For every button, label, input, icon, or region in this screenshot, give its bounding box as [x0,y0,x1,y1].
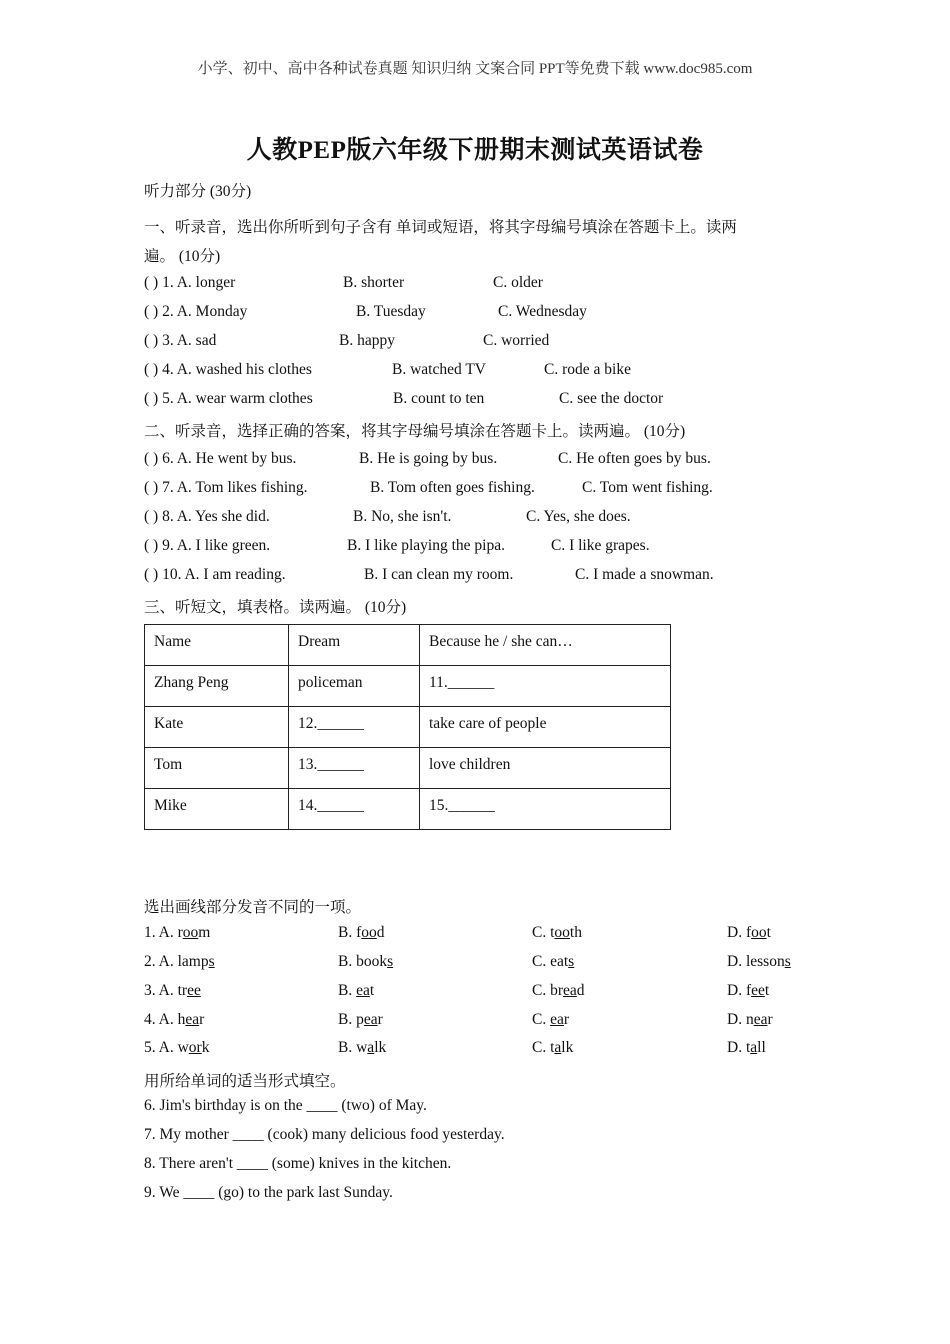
question-option-a: ( ) 10. A. I am reading. [144,566,286,583]
table-cell: Name [145,625,289,666]
phonics-text: t [764,982,770,999]
phonics-underlined: oo [554,924,570,941]
question-option-b: B. Tom often goes fishing. [370,479,535,496]
phonics-text: B. book [338,953,388,970]
phonics-option [338,982,374,1000]
question-option-a: ( ) 3. A. sad [144,332,217,349]
phonics-underlined: ee [751,982,765,999]
page-title: 人教PEP版六年级下册期末测试英语试卷 [246,137,704,164]
question-option-b: B. count to ten [393,390,485,407]
table-cell: Zhang Peng [145,666,289,707]
fill-in-item: 9. We ____ (go) to the park last Sunday. [144,1184,393,1201]
table-cell: policeman [289,666,420,707]
phonics-text: ll [757,1039,766,1056]
phonics-option [532,953,574,971]
phonics-text: D. t [727,1039,751,1056]
phonics-option [144,1011,204,1029]
page-header: 小学、初中、高中各种试卷真题 知识归纳 文案合同 PPT等免费下载 www.doc985.com [197,61,753,77]
phonics-text: 3. A. tr [144,982,188,999]
phonics-option [727,924,771,942]
phonics-text: t [766,924,771,941]
question-option-a: ( ) 7. A. Tom likes fishing. [144,479,308,496]
phonics-text: d [576,982,585,999]
phonics-text: t [369,982,375,999]
question-option-b: B. shorter [343,274,405,291]
phonics-underlined: s [208,953,215,970]
phonics-underlined: s [784,953,791,970]
phonics-option [338,1011,383,1029]
question-option-a: ( ) 6. A. He went by bus. [144,450,297,467]
phonics-underlined: ea [185,1011,200,1028]
phonics-option [727,982,769,1000]
phonics-underlined: s [568,953,575,970]
phonics-text: k [201,1039,210,1056]
phonics-text: B. f [338,924,362,941]
phonics-underlined: oo [751,924,767,941]
table-cell: 15.______ [420,789,671,830]
phonics-text: B. p [338,1011,364,1028]
phonics-text: r [767,1011,773,1028]
phonics-underlined: ea [563,982,577,999]
part1-instruction-cont: 遍。 (10分) [144,248,221,265]
phonics-text: th [569,924,582,941]
phonics-text: r [563,1011,570,1028]
phonics-option [532,1011,569,1029]
question-option-b: B. I can clean my room. [364,566,514,583]
question-option-c: C. He often goes by bus. [558,450,711,467]
phonics-text: m [198,924,211,941]
phonics-option [144,1039,209,1057]
question-option-b: B. He is going by bus. [359,450,498,467]
question-option-b: B. Tuesday [356,303,426,320]
phonics-text: B. w [338,1039,368,1056]
table-cell: love children [420,748,671,789]
part1-instruction: 一、听录音，选出你所听到句子含有 单词或短语，将其字母编号填涂在答题卡上。读两 [144,219,737,236]
phonics-text: C. [532,1011,551,1028]
question-option-c: C. Yes, she does. [526,508,631,525]
phonics-text: D. f [727,982,752,999]
phonics-underlined: ea [363,1011,378,1028]
phonics-option [144,982,201,1000]
question-option-a: ( ) 1. A. longer [144,274,236,291]
phonics-text: C. eat [532,953,569,970]
question-option-a: ( ) 5. A. wear warm clothes [144,390,313,407]
listening-heading: 听力部分 (30分) [144,183,252,200]
part2-instruction: 二、听录音，选择正确的答案，将其字母编号填涂在答题卡上。读两遍。 (10分) [144,423,686,440]
phonics-text: r [199,1011,205,1028]
table-cell: 14.______ [289,789,420,830]
fill-in-item: 8. There aren't ____ (some) knives in the kitchen. [144,1155,452,1172]
phonics-option [727,1011,773,1029]
fill-in-item: 6. Jim's birthday is on the ____ (two) of May. [144,1097,427,1114]
phonics-text: lk [374,1039,387,1056]
table-row [145,789,671,830]
phonics-text: lk [561,1039,574,1056]
table-cell: Because he / she can… [420,625,671,666]
phonics-text: 4. A. h [144,1011,186,1028]
phonics-option [144,953,215,971]
phonics-underlined: a [554,1039,562,1056]
table-cell: take care of people [420,707,671,748]
phonics-underlined: s [387,953,394,970]
question-option-a: ( ) 4. A. washed his clothes [144,361,312,378]
question-option-c: C. older [493,274,543,291]
question-option-b: B. No, she isn't. [353,508,452,525]
question-option-b: B. I like playing the pipa. [347,537,505,554]
question-option-b: B. happy [339,332,395,349]
question-option-c: C. Tom went fishing. [582,479,713,496]
phonics-underlined: oo [182,924,199,941]
question-option-a: ( ) 9. A. I like green. [144,537,271,554]
phonics-option [532,924,582,942]
question-option-c: C. see the doctor [559,390,664,407]
question-option-c: C. I made a snowman. [575,566,714,583]
fill-in-item: 7. My mother ____ (cook) many delicious food yesterday. [144,1126,505,1143]
table-row [145,666,671,707]
phonics-underlined: a [750,1039,758,1056]
phonics-text: C. br [532,982,563,999]
phonics-text: D. n [727,1011,754,1028]
phonics-underlined: ea [753,1011,768,1028]
phonics-instruction: 选出画线部分发音不同的一项。 [144,899,362,916]
phonics-option [144,924,210,942]
part3-instruction: 三、听短文，填表格。读两遍。 (10分) [144,599,407,616]
table-cell: Mike [145,789,289,830]
phonics-text: 1. A. r [144,924,183,941]
fill-in-instruction: 用所给单词的适当形式填空。 [144,1073,346,1090]
phonics-text: B. [338,982,357,999]
phonics-text: 5. A. w [144,1039,189,1056]
question-option-b: B. watched TV [392,361,486,378]
phonics-text: D. f [727,924,752,941]
dream-table [144,624,671,830]
phonics-option [532,1039,573,1057]
phonics-option [532,982,585,1000]
question-option-a: ( ) 8. A. Yes she did. [144,508,270,525]
table-row [145,625,671,666]
phonics-text: 2. A. lamp [144,953,209,970]
question-option-c: C. worried [483,332,550,349]
phonics-option [338,953,393,971]
phonics-option [338,924,385,942]
phonics-underlined: oo [361,924,377,941]
table-cell: 11.______ [420,666,671,707]
table-cell: Dream [289,625,420,666]
phonics-text: C. t [532,1039,555,1056]
table-row [145,707,671,748]
table-cell: Tom [145,748,289,789]
phonics-underlined: a [367,1039,375,1056]
question-option-c: C. rode a bike [544,361,631,378]
phonics-text: r [377,1011,383,1028]
phonics-underlined: ee [187,982,201,999]
phonics-option [727,953,791,971]
phonics-text: C. t [532,924,555,941]
phonics-option [338,1039,386,1057]
phonics-underlined: or [188,1039,202,1056]
phonics-underlined: ea [550,1011,564,1028]
phonics-text: d [376,924,385,941]
phonics-option [727,1039,766,1057]
question-option-a: ( ) 2. A. Monday [144,303,248,320]
phonics-text: D. lesson [727,953,785,970]
phonics-underlined: ea [356,982,370,999]
table-row [145,748,671,789]
question-option-c: C. I like grapes. [551,537,650,554]
question-option-c: C. Wednesday [498,303,587,320]
table-cell: 12.______ [289,707,420,748]
table-cell: 13.______ [289,748,420,789]
table-cell: Kate [145,707,289,748]
